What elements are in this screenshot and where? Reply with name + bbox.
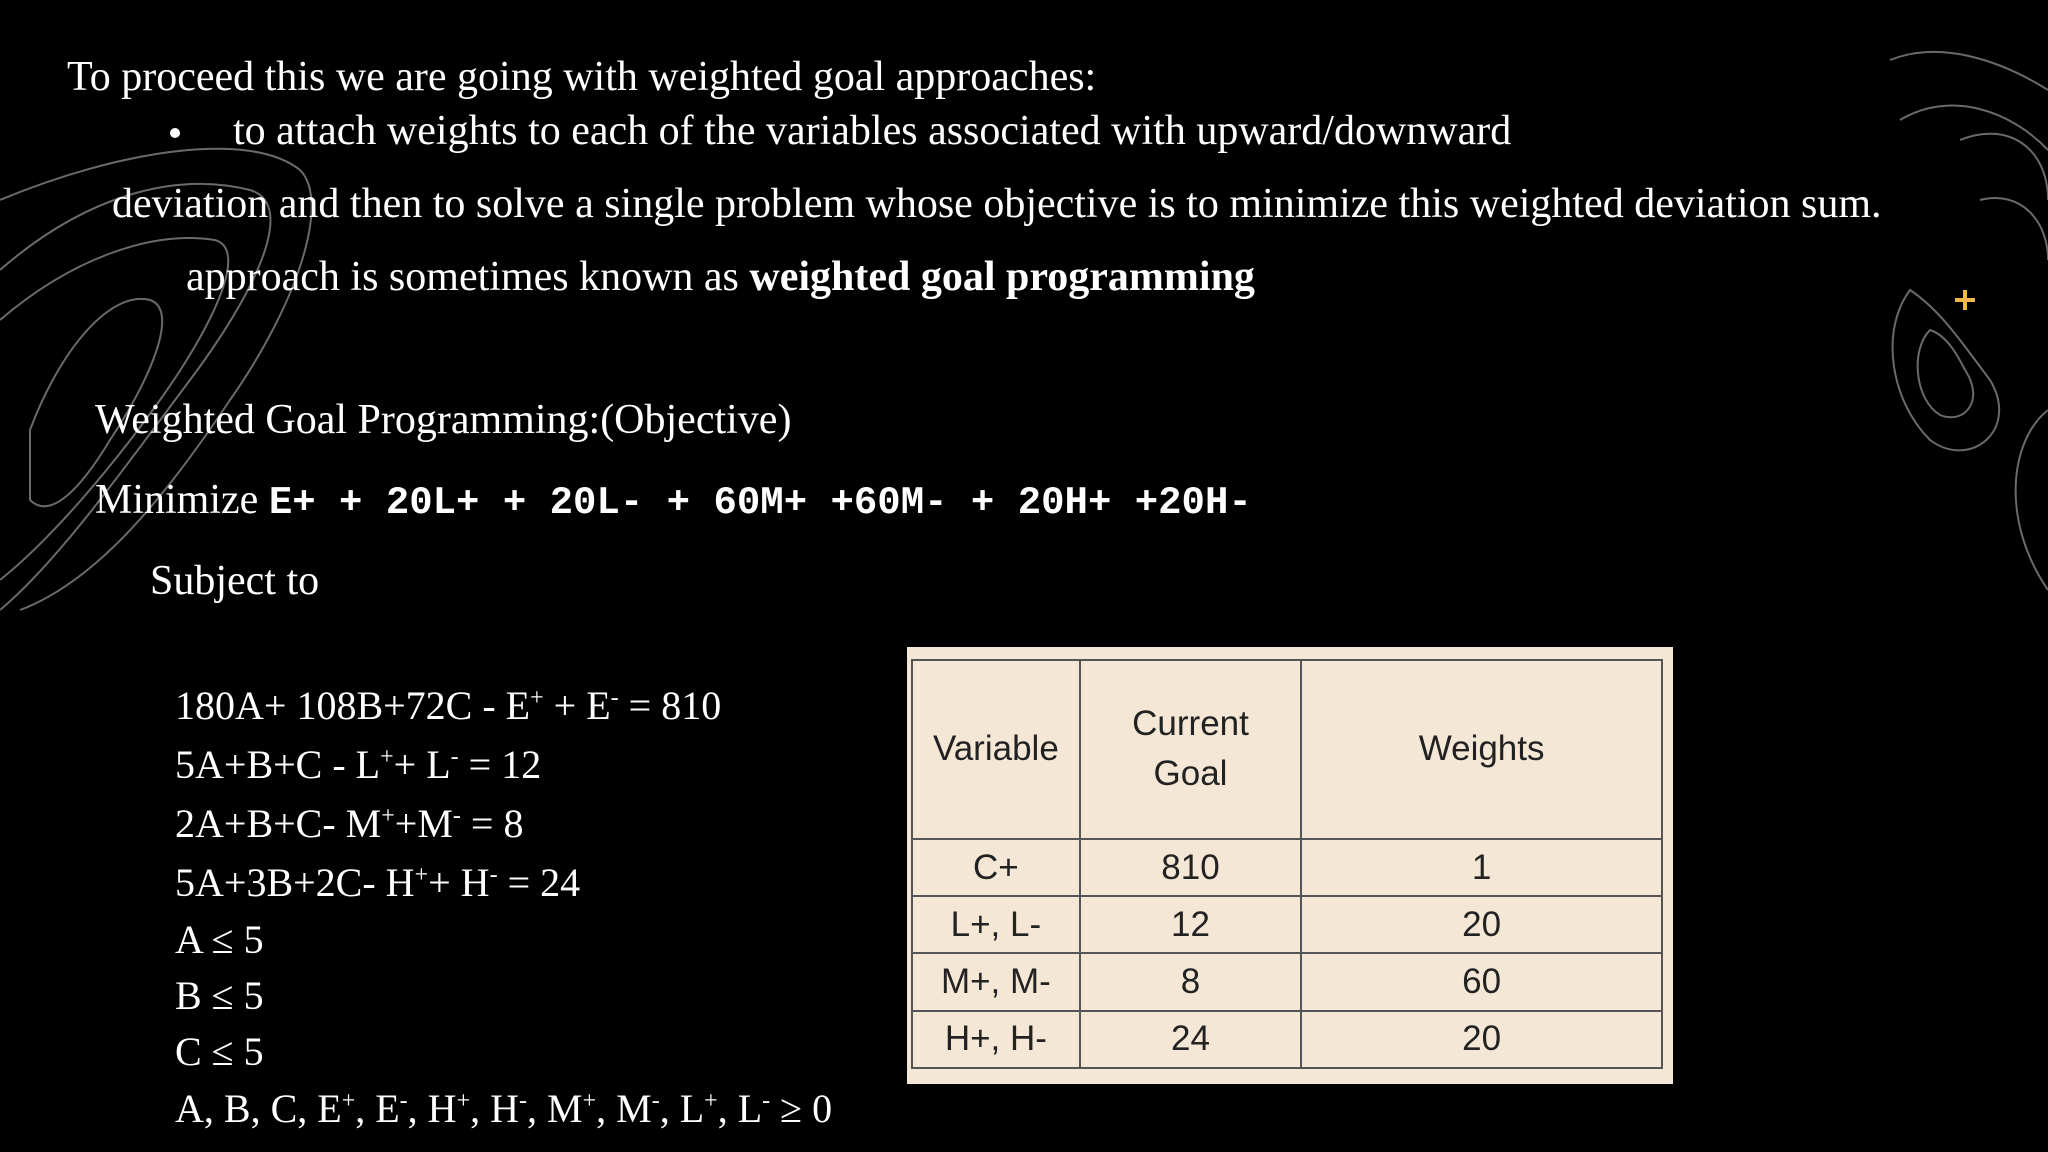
constraint-4: 5A+3B+2C- H++ H- = 24 — [175, 860, 581, 905]
bullet-line-2: deviation and then to solve a single problem whose objective is to minimize this weighted deviation sum. — [112, 181, 1882, 227]
cell-goal: 12 — [1080, 896, 1301, 953]
cell-variable: H+, H- — [912, 1011, 1080, 1068]
bullet-icon — [170, 128, 180, 138]
header-weights: Weights — [1301, 660, 1662, 839]
bullet-line-1: to attach weights to each of the variables associated with upward/downward — [233, 108, 1512, 154]
table-row — [912, 1011, 1662, 1068]
minimize-expression: E+ + 20L+ + 20L- + 60M+ +60M- + 20H+ +20H- — [268, 481, 1252, 525]
subject-to: Subject to — [150, 558, 320, 604]
header-current-goal: Current Goal — [1080, 660, 1301, 839]
cell-weight: 20 — [1301, 896, 1662, 953]
minimize-line — [95, 479, 1252, 523]
constraint-2: 5A+B+C - L++ L- = 12 — [175, 742, 542, 787]
constraint-1: 180A+ 108B+72C - E+ + E- = 810 — [175, 683, 722, 728]
bullet-line-3-bold: weighted goal programming — [749, 254, 1255, 300]
bullet-line-3 — [186, 256, 1255, 298]
constraint-3: 2A+B+C- M++M- = 8 — [175, 801, 524, 846]
table-row — [912, 839, 1662, 896]
table-row — [912, 953, 1662, 1010]
heading: To proceed this we are going with weighted goal approaches: — [67, 54, 1097, 100]
constraint-8: A, B, C, E+, E-, H+, H-, M+, M-, L+, L- ≥ 0 — [175, 1086, 833, 1131]
cell-goal: 8 — [1080, 953, 1301, 1010]
bullet-line-3-prefix: approach is sometimes known as — [186, 254, 750, 300]
constraint-5: A ≤ 5 — [175, 917, 264, 962]
cell-weight: 60 — [1301, 953, 1662, 1010]
cell-variable: M+, M- — [912, 953, 1080, 1010]
cell-variable: C+ — [912, 839, 1080, 896]
constraint-6: B ≤ 5 — [175, 973, 264, 1018]
header-variable: Variable — [912, 660, 1080, 839]
cell-goal: 24 — [1080, 1011, 1301, 1068]
cell-weight: 1 — [1301, 839, 1662, 896]
cell-variable: L+, L- — [912, 896, 1080, 953]
weights-table-image — [907, 647, 1673, 1084]
cell-weight: 20 — [1301, 1011, 1662, 1068]
minimize-label: Minimize — [95, 477, 269, 523]
cell-goal: 810 — [1080, 839, 1301, 896]
objective-title: Weighted Goal Programming:(Objective) — [95, 397, 792, 443]
weights-table — [911, 659, 1663, 1069]
star-icon — [1955, 290, 1975, 310]
constraint-7: C ≤ 5 — [175, 1029, 264, 1074]
table-header-row — [912, 660, 1662, 839]
table-row — [912, 896, 1662, 953]
